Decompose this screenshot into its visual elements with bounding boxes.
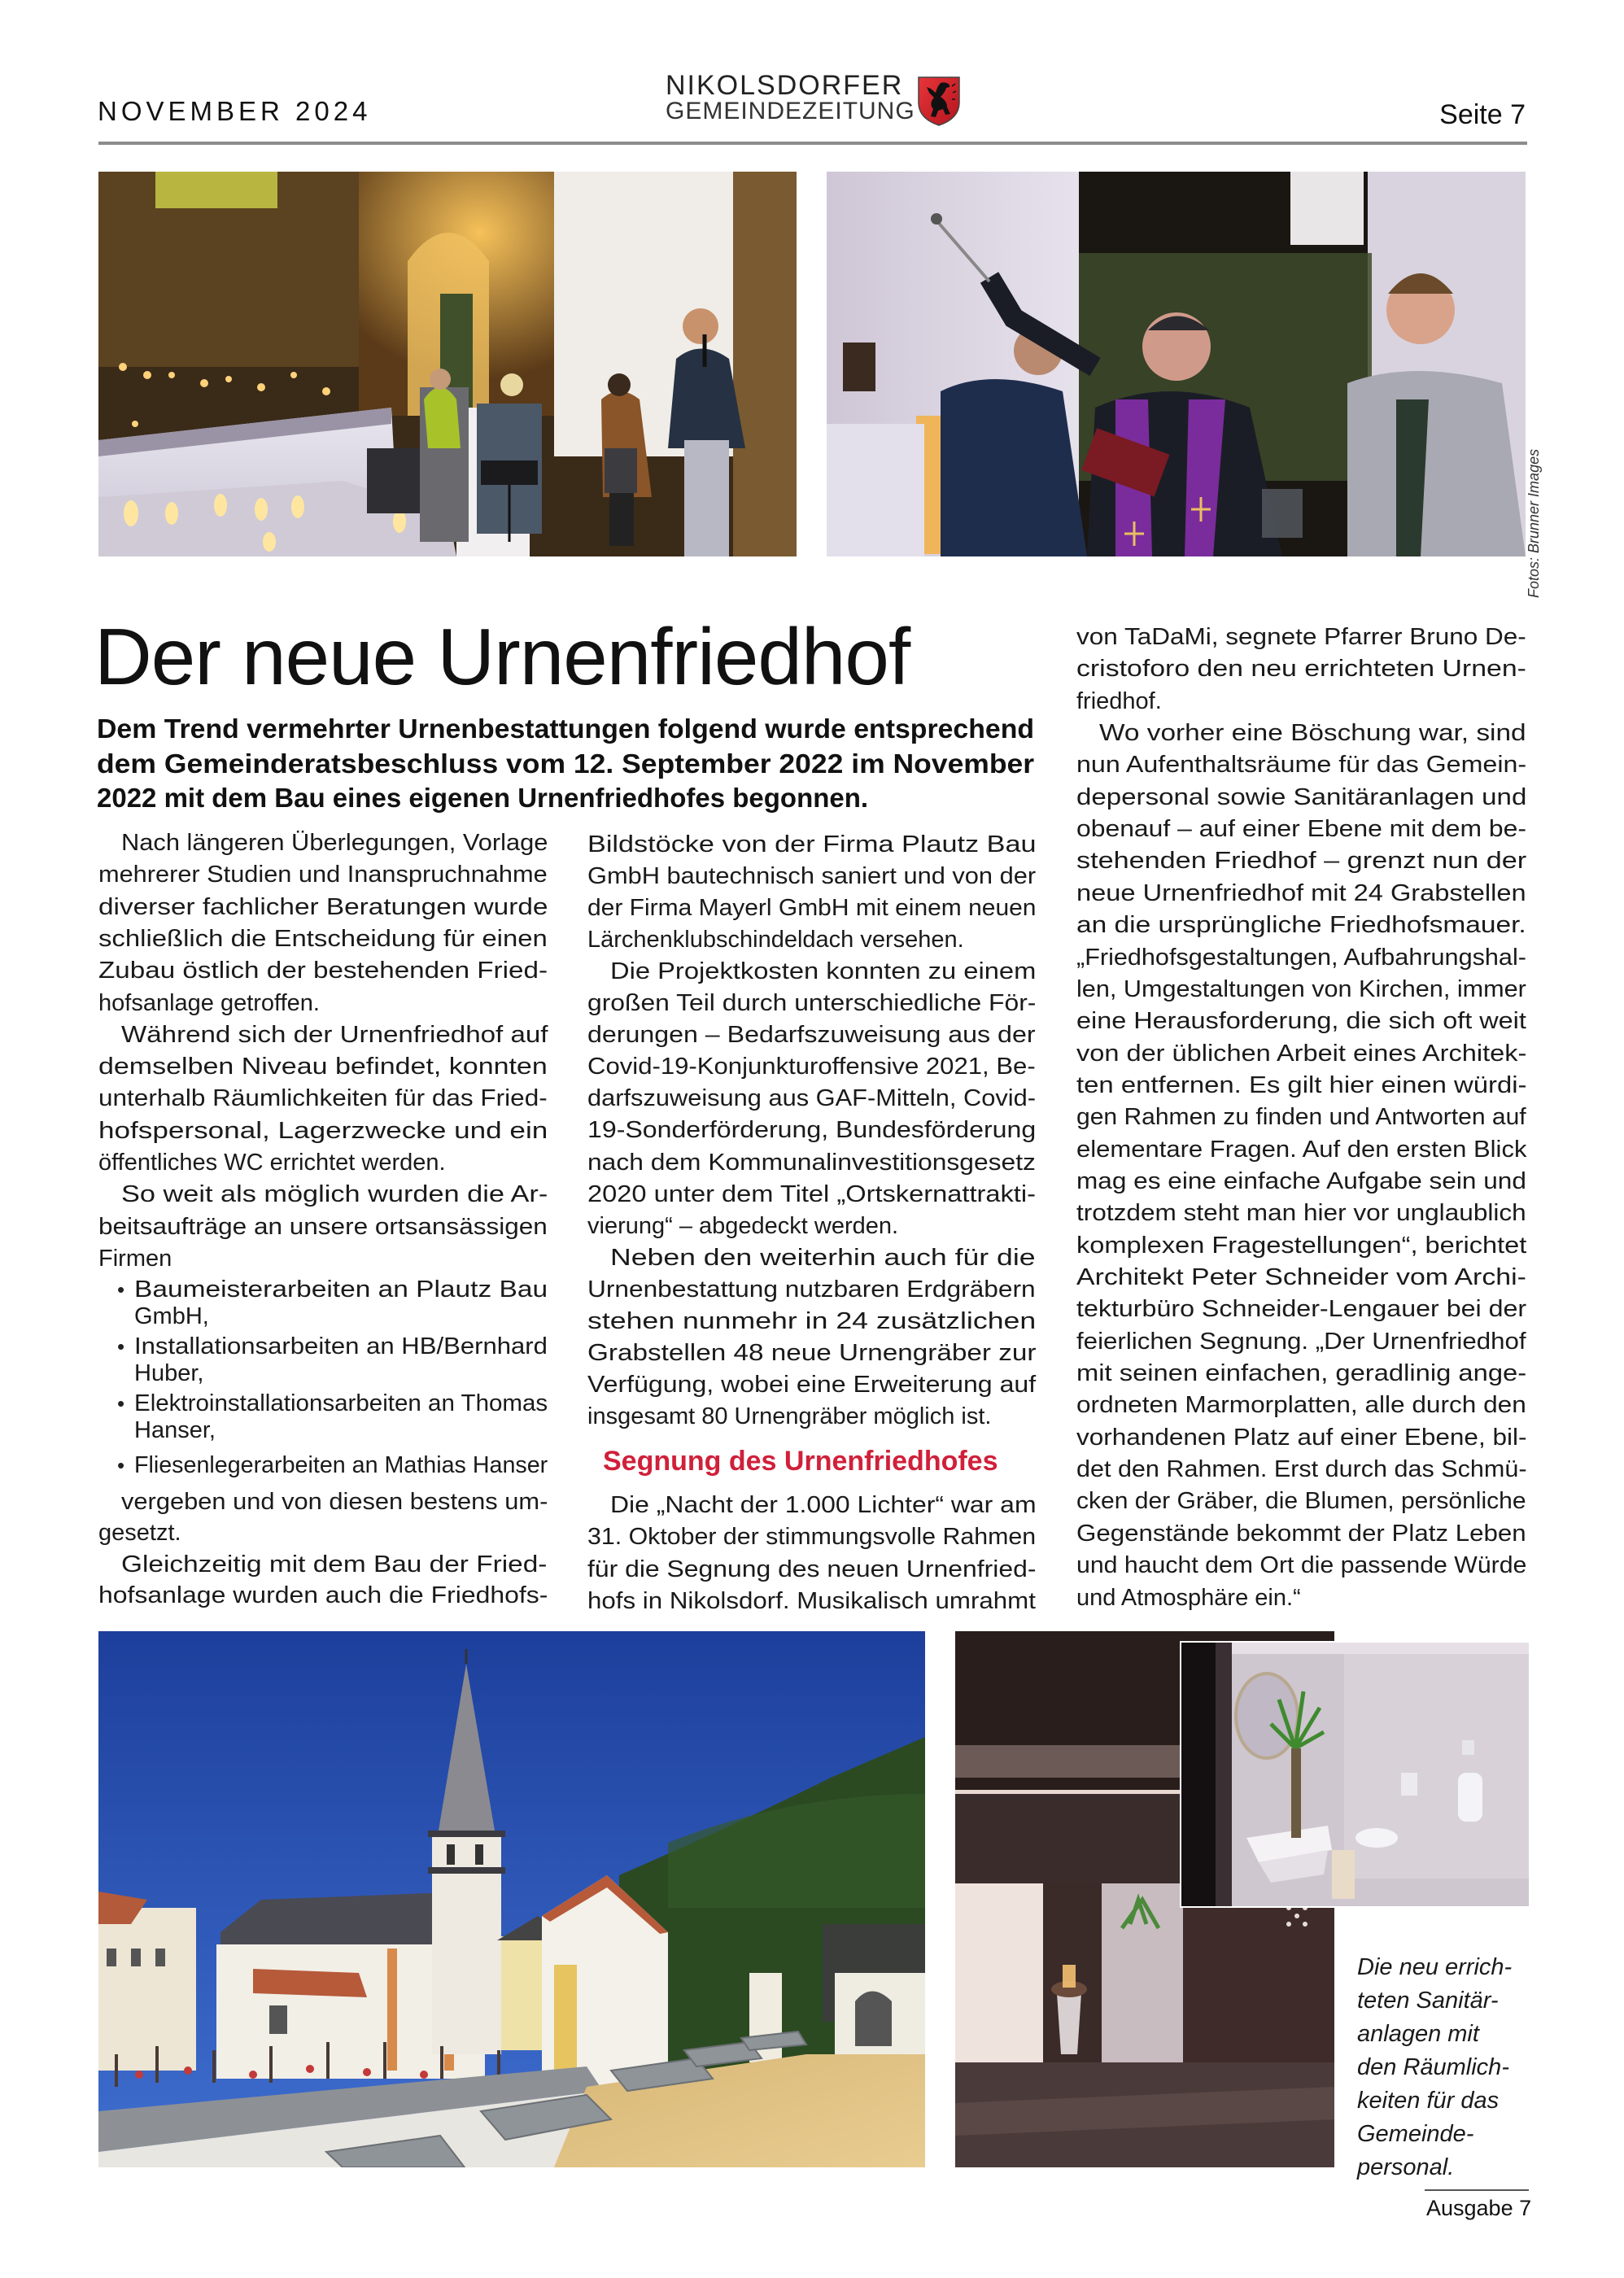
text-line: unterhalb Räumlichkeiten für das Fried-	[98, 1085, 548, 1112]
text-line: ordneten Marmorplatten, alle durch den	[1076, 1392, 1526, 1419]
bullet-icon: •	[117, 1334, 125, 1359]
text-line: beitsaufträge an unsere ortsansässigen	[98, 1213, 548, 1240]
text-line: stehen nunmehr in 24 zusätzlichen	[587, 1307, 1037, 1334]
text-line: und haucht dem Ort die passende Würde	[1076, 1552, 1527, 1579]
text-line: Grabstellen 48 neue Urnengräber zur	[587, 1339, 1037, 1366]
text-line: nun Aufenthaltsräume für das Gemein-	[1076, 752, 1527, 779]
text-line: tekturbüro Schneider-Lengauer bei der	[1076, 1296, 1527, 1323]
text-line: Neben den weiterhin auch für die	[610, 1244, 1036, 1271]
text-line: komplexen Fragestellungen“, berichtet	[1076, 1232, 1527, 1259]
footer-divider	[1425, 2189, 1529, 2191]
text-line: friedhof.	[1076, 687, 1162, 714]
caption-line: Gemeinde-	[1357, 2121, 1474, 2147]
photo-church-cemetery	[98, 1631, 925, 2167]
caption-line: Die neu errich-	[1357, 1954, 1513, 1980]
caption-line: den Räumlich-	[1357, 2054, 1509, 2080]
text-line: stehenden Friedhof – grenzt nun der	[1076, 848, 1527, 875]
text-line: derungen – Bedarfszuweisung aus der	[587, 1022, 1036, 1049]
text-line: neue Urnenfriedhof mit 24 Grabstellen	[1076, 879, 1526, 906]
list-item-line: Elektroinstallationsarbeiten an Thomas	[134, 1390, 548, 1416]
text-line: mehrerer Studien und Inanspruchnahme	[98, 862, 548, 888]
text-line: mit seinen einfachen, geradlinig ange-	[1076, 1360, 1527, 1387]
list-item-line: Installationsarbeiten an HB/Bernhard	[134, 1333, 548, 1359]
list-item-line: Huber,	[134, 1360, 204, 1386]
text-line: großen Teil durch unterschiedliche För-	[587, 990, 1037, 1017]
page-number: Seite 7	[1439, 99, 1526, 130]
text-line: Architekt Peter Schneider vom Archi-	[1076, 1264, 1526, 1290]
text-line: gesetzt.	[98, 1520, 181, 1547]
text-line: „Friedhofsgestaltungen, Aufbahrungshal-	[1076, 944, 1526, 971]
text-line: für die Segnung des neuen Urnenfried-	[587, 1556, 1037, 1582]
text-line: obenauf – auf einer Ebene mit dem be-	[1076, 816, 1526, 843]
section-heading: Segnung des Urnenfriedhofes	[603, 1446, 998, 1477]
text-line: Covid-19-Konjunkturoffensive 2021, Be-	[587, 1054, 1036, 1080]
text-line: insgesamt 80 Urnengräber möglich ist.	[587, 1403, 992, 1429]
masthead-title-line1: NIKOLSDORFER	[666, 70, 904, 101]
photo-evening-music	[98, 172, 797, 556]
text-line: diverser fachlicher Beratungen wurde	[98, 893, 548, 920]
list-item-line: Fliesenlegerarbeiten an Mathias Hanser	[134, 1452, 548, 1478]
text-line: hofsanlage getroffen.	[98, 989, 320, 1016]
issue-date: NOVEMBER 2024	[98, 96, 372, 126]
text-line: 2020 unter dem Titel „Ortskernattrakti-	[587, 1180, 1036, 1207]
text-line: vergeben und von diesen bestens um-	[121, 1489, 548, 1515]
text-line: an die ursprüngliche Friedhofsmauer.	[1076, 912, 1526, 939]
caption-line: keiten für das	[1357, 2088, 1500, 2114]
lead-line: dem Gemeinderatsbeschluss vom 12. September 2022 im November	[97, 748, 1035, 779]
text-line: vorhandenen Platz auf einer Ebene, bil-	[1076, 1424, 1527, 1451]
lead-line: 2022 mit dem Bau eines eigenen Urnenfriedhofes begonnen.	[97, 783, 869, 813]
text-line: hofs in Nikolsdorf. Musikalisch umrahmt	[587, 1587, 1036, 1614]
text-line: der Firma Mayerl GmbH mit einem neuen	[587, 895, 1037, 922]
text-line: cken der Gräber, die Blumen, persönliche	[1076, 1488, 1526, 1515]
bullet-icon: •	[117, 1391, 125, 1416]
text-line: Während sich der Urnenfriedhof auf	[121, 1021, 548, 1048]
list-item-line: Baumeisterarbeiten an Plautz Bau	[134, 1276, 548, 1303]
text-line: GmbH bautechnisch saniert und von der	[587, 863, 1037, 890]
masthead-title-line2: GEMEINDEZEITUNG	[666, 98, 915, 124]
text-line: eine Herausforderung, die sich oft weit	[1076, 1008, 1526, 1035]
lead-line: Dem Trend vermehrter Urnenbestattungen folgend wurde entsprechend	[97, 714, 1035, 744]
text-line: Bildstöcke von der Firma Plautz Bau	[587, 831, 1037, 858]
text-line: Nach längeren Überlegungen, Vorlage	[121, 830, 548, 856]
text-line: det den Rahmen. Erst durch das Schmü-	[1076, 1456, 1527, 1483]
text-line: trotzdem steht man hier vor unglaublich	[1076, 1200, 1526, 1227]
text-line: hofspersonal, Lagerzwecke und ein	[98, 1117, 548, 1144]
text-line: Zubau östlich der bestehenden Fried-	[98, 958, 548, 984]
bullet-icon: •	[117, 1277, 125, 1302]
text-line: cristoforo den neu errichteten Urnen-	[1076, 656, 1526, 683]
text-line: von TaDaMi, segnete Pfarrer Bruno De-	[1076, 624, 1526, 650]
photo-credit: Fotos: Brunner Images	[1526, 448, 1542, 598]
photo-sanitary-room	[1181, 1643, 1529, 1906]
list-item-line: Hanser,	[134, 1417, 216, 1443]
list-item-line: GmbH,	[134, 1303, 209, 1329]
text-line: 31. Oktober der stimmungsvolle Rahmen	[587, 1524, 1037, 1551]
text-line: hofsanlage wurden auch die Friedhofs-	[98, 1582, 548, 1608]
text-line: gen Rahmen zu finden und Antworten auf	[1076, 1104, 1526, 1131]
text-line: Verfügung, wobei eine Erweiterung auf	[587, 1371, 1037, 1398]
caption-line: personal.	[1357, 2154, 1455, 2180]
text-line: 19-Sonderförderung, Bundesförderung	[587, 1117, 1037, 1144]
text-line: Die Projektkosten konnten zu einem	[610, 958, 1037, 985]
text-line: Gegenstände bekommt der Platz Leben	[1076, 1520, 1526, 1547]
text-line: von der üblichen Arbeit eines Architek-	[1076, 1040, 1527, 1067]
text-line: demselben Niveau befindet, konnten	[98, 1054, 548, 1080]
text-line: len, Umgestaltungen von Kirchen, immer	[1076, 975, 1526, 1002]
text-line: öffentliches WC errichtet werden.	[98, 1150, 446, 1176]
text-line: Wo vorher eine Böschung war, sind	[1099, 720, 1526, 747]
text-line: mag es eine einfache Aufgabe sein und	[1076, 1167, 1526, 1194]
text-line: So weit als möglich wurden die Ar-	[121, 1181, 548, 1208]
text-line: schließlich die Entscheidung für einen	[98, 925, 548, 952]
issue-number: Ausgabe 7	[1426, 2196, 1532, 2220]
text-line: und Atmosphäre ein.“	[1076, 1584, 1301, 1611]
text-line: darfszuweisung aus GAF-Mitteln, Covid-	[587, 1085, 1037, 1112]
text-line: feierlichen Segnung. „Der Urnenfriedhof	[1076, 1328, 1526, 1355]
text-line: depersonal sowie Sanitäranlagen und	[1076, 783, 1527, 810]
text-line: vierung“ – abgedeckt werden.	[587, 1212, 899, 1239]
header-divider	[98, 142, 1527, 145]
photo-blessing-ceremony	[827, 172, 1526, 556]
bullet-icon: •	[117, 1453, 125, 1477]
coat-of-arms-icon	[916, 75, 962, 127]
text-line: Firmen	[98, 1245, 172, 1272]
text-line: Gleichzeitig mit dem Bau der Fried-	[121, 1551, 548, 1578]
caption-line: teten Sanitär-	[1357, 1988, 1499, 2014]
caption-line: anlagen mit	[1357, 2021, 1479, 2047]
text-line: ten entfernen. Es gilt hier einen würdi-	[1076, 1071, 1527, 1098]
text-line: Die „Nacht der 1.000 Lichter“ war am	[610, 1492, 1037, 1518]
text-line: Lärchenklubschindeldach versehen.	[587, 927, 964, 954]
text-line: Urnenbestattung nutzbaren Erdgräbern	[587, 1276, 1036, 1303]
text-line: nach dem Kommunalinvestitionsgesetz	[587, 1149, 1036, 1176]
text-line: elementare Fragen. Auf den ersten Blick	[1076, 1136, 1527, 1163]
article-title: Der neue Urnenfriedhof	[94, 612, 910, 701]
